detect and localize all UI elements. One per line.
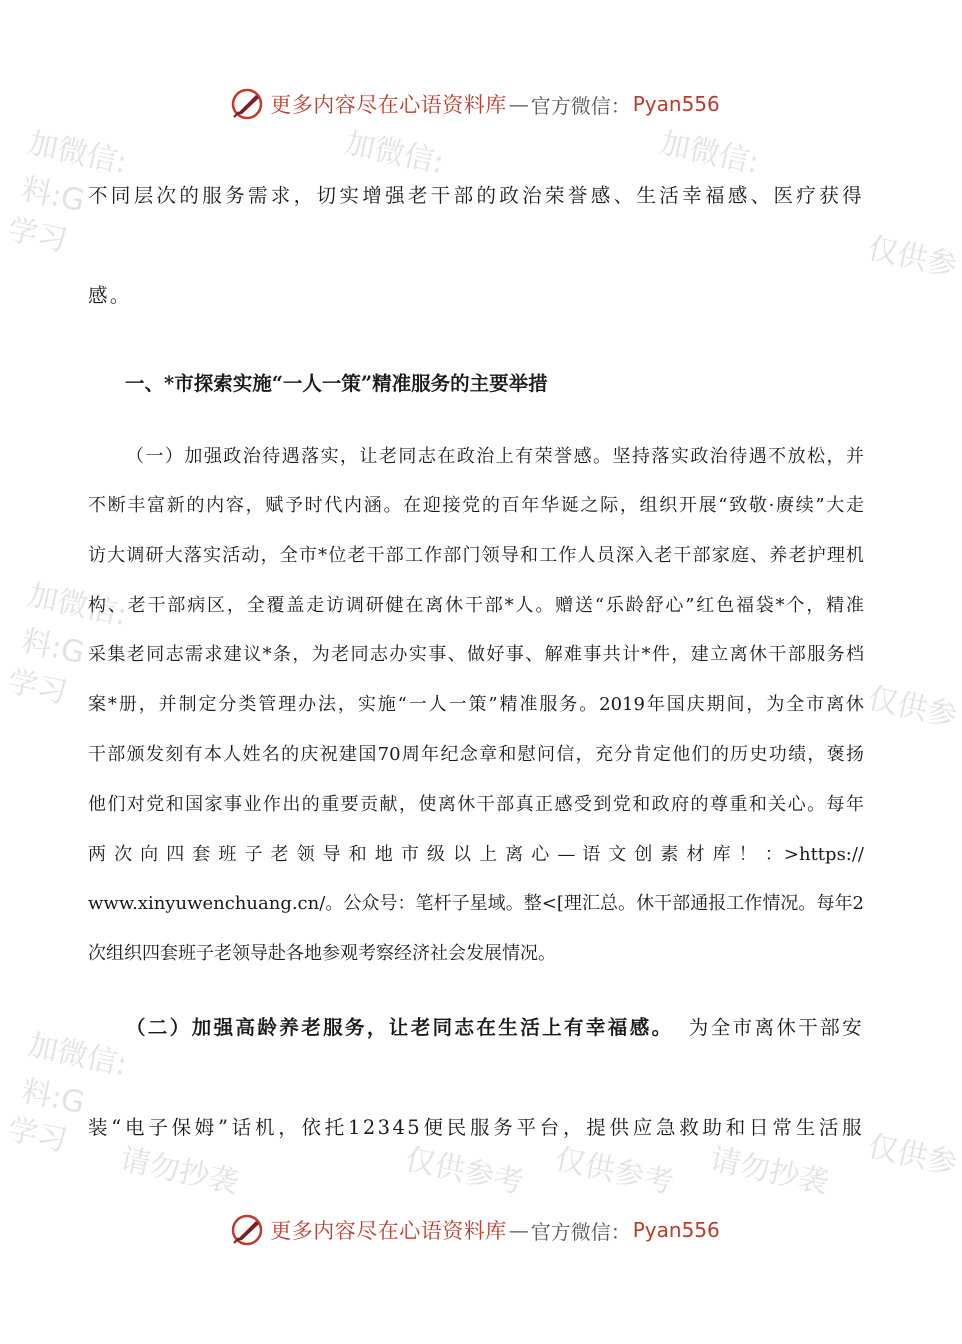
paragraph-line: 案*册，并制定分类管理办法，实施“一人一策”精准服务。2019年国庆期间，为全市离休 xyxy=(88,694,864,715)
watermark-text: 学习 xyxy=(4,664,71,711)
banner-wechat-label: 官方微信： xyxy=(530,1219,631,1244)
paragraph-line: 访大调研大落实活动，全市*位老干部工作部门领导和工作人员深入老干部家庭、养老护理机 xyxy=(88,545,864,566)
paragraph-line xyxy=(126,1012,864,1040)
paragraph-line: 不断丰富新的内容，赋予时代内涵。在迎接党的百年华诞之际，组织开展“致敬·赓续”大走 xyxy=(88,495,864,516)
watermark-text: 料:G xyxy=(18,1073,88,1122)
watermark-text: 料:G xyxy=(18,623,88,672)
paragraph-line: 感。 xyxy=(88,284,132,307)
section-heading: 一、*市探索实施“一人一策”精准服务的主要举措 xyxy=(125,372,548,395)
quill-logo-icon xyxy=(230,87,264,121)
watermark-text: 加微信: xyxy=(24,125,130,181)
watermark-text: 仅供参考 xyxy=(401,1141,527,1202)
paragraph-line: 不同层次的服务需求，切实增强老干部的政治荣誉感、生活幸福感、医疗获得 xyxy=(88,184,864,207)
paragraph-text: 为全市离休干部安 xyxy=(688,1016,864,1039)
paragraph-line: 构、老干部病区，全覆盖走访调研健在离休干部*人。赠送“乐龄舒心”红色福袋*个，精准 xyxy=(88,595,864,616)
watermark-text: 请勿抄袭 xyxy=(706,1141,832,1202)
watermark-text: 仅供参考 xyxy=(551,1141,677,1202)
paragraph-line: 两 次 向 四 套 班 子 老 领 导 和 地 市 级 以 上 离 心 — 语 文 创 素 材 库 ！ ：>https:// xyxy=(88,844,864,865)
banner-title: 更多内容尽在心语资料库 xyxy=(270,93,507,117)
banner-wechat-id: Pyan556 xyxy=(632,1218,720,1242)
quill-logo-icon xyxy=(230,1213,264,1247)
banner-title: 更多内容尽在心语资料库 xyxy=(270,1219,507,1243)
watermark-text: 料:G xyxy=(18,171,88,220)
paragraph-line: www.xinyuwenchuang.cn/。公众号：笔杆子星域。整<[理汇总。休干部通报工作情况。每年2 xyxy=(88,893,864,914)
watermark-text: 学习 xyxy=(4,212,71,259)
banner-dash: — xyxy=(508,92,529,116)
watermark-text: 加微信: xyxy=(24,1027,130,1083)
watermark-text: 学习 xyxy=(4,1112,71,1159)
header-banner xyxy=(0,84,950,124)
paragraph-line: 装“电子保姆”话机，依托12345便民服务平台，提供应急救助和日常生活服 xyxy=(88,1116,864,1139)
banner-dash: — xyxy=(508,1218,529,1242)
watermark-text: 加微信: xyxy=(341,125,447,181)
paragraph-line: 采集老同志需求建议*条，为老同志办实事、做好事、解难事共计*件，建立离休干部服务档 xyxy=(88,644,864,665)
watermark-text: 仅供参 xyxy=(864,230,960,284)
paragraph-line: 次组织四套班子老领导赴各地参观考察经济社会发展情况。 xyxy=(88,943,556,964)
paragraph-line: 他们对党和国家事业作出的重要贡献，使离休干部真正感受到党和政府的尊重和关心。每年 xyxy=(88,794,864,815)
paragraph-line: （一）加强政治待遇落实，让老同志在政治上有荣誉感。坚持落实政治待遇不放松，并 xyxy=(126,446,864,467)
watermark-text: 仅供参 xyxy=(864,680,960,734)
watermark-text: 仅供参 xyxy=(864,1128,960,1182)
subsection-title: （二）加强高龄养老服务，让老同志在生活上有幸福感。 xyxy=(126,1016,674,1039)
paragraph-line: 干部颁发刻有本人姓名的庆祝建国70周年纪念章和慰问信，充分肯定他们的历史功绩，褒扬 xyxy=(88,744,864,765)
watermark-text: 加微信: xyxy=(656,125,762,181)
footer-banner xyxy=(0,1210,950,1250)
watermark-text: 请勿抄袭 xyxy=(116,1141,242,1202)
watermark-text: 加微信: xyxy=(24,577,130,633)
banner-wechat-id: Pyan556 xyxy=(632,92,720,116)
banner-wechat-label: 官方微信： xyxy=(530,93,631,118)
